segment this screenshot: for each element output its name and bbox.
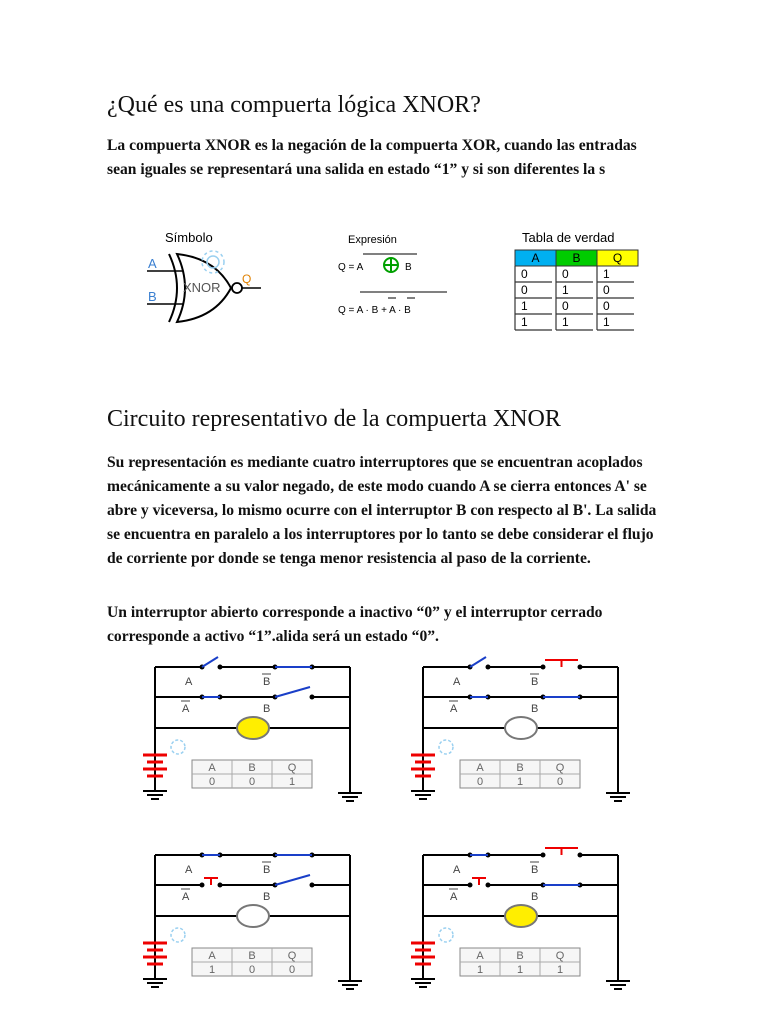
truth-table — [512, 226, 642, 338]
lamp — [505, 717, 537, 739]
xnor-symbol — [145, 226, 270, 326]
lamp — [237, 717, 269, 739]
tt-cell: 0 — [521, 267, 528, 281]
mini-table-header: Q — [555, 950, 565, 962]
mini-table-header: A — [208, 950, 216, 962]
tt-cell: 0 — [603, 299, 610, 313]
mini-table-header: B — [248, 950, 256, 962]
tt-cell: 1 — [521, 299, 528, 313]
lamp — [237, 905, 269, 927]
tt-header-b: B — [572, 251, 581, 265]
circuit-2 — [408, 655, 638, 810]
symbol-gate-label: XNOR — [183, 280, 221, 295]
label-an: A — [182, 703, 190, 715]
snowflake-icon — [439, 928, 453, 942]
paragraph-circuit: Su representación es mediante cuatro interruptores que se encuentran acoplados mecánicamente a su valor negado, de este modo cuando A se cierra entonces A' se abre y viceversa, lo mismo ocurre con el interruptor B con respecto al B'. La salida se encuentra en paralelo a los interruptores por lo tanto se debe considerar el flujo de corriente por donde se tenga menor resistencia al paso de la corriente. — [107, 454, 657, 567]
circuit-1 — [140, 655, 370, 810]
symbol-input-b: B — [148, 289, 157, 304]
mini-table-header: B — [516, 950, 524, 962]
xnor-expression — [335, 228, 455, 324]
expression-line1-left: Q = A — [338, 262, 364, 273]
symbol-output-q: Q — [242, 272, 252, 286]
symbol-input-a: A — [148, 256, 157, 271]
mini-table-value: 1 — [556, 964, 564, 976]
label-a: A — [453, 864, 461, 876]
expression-line2: Q = A · B + A · B — [338, 305, 411, 316]
paragraph-switch-states: Un interruptor abierto corresponde a inactivo “0” y el interruptor cerrado corresponde a activo “1”.alida será un estado “0”. — [107, 604, 603, 645]
label-bn: B — [263, 864, 271, 876]
heading-circuit: Circuito representativo de la compuerta XNOR — [107, 406, 561, 432]
label-a: A — [185, 676, 193, 688]
mini-table-header: A — [208, 762, 216, 774]
mini-table-value: 1 — [516, 964, 524, 976]
expression-line1-right: B — [405, 262, 412, 273]
circuit-3 — [140, 843, 370, 998]
mini-table-value: 1 — [476, 964, 484, 976]
label-an: A — [450, 703, 458, 715]
circuit-4 — [408, 843, 638, 998]
tt-cell: 1 — [562, 315, 569, 329]
label-an: A — [182, 891, 190, 903]
label-b: B — [263, 891, 271, 903]
label-a: A — [185, 864, 193, 876]
tt-cell: 1 — [521, 315, 528, 329]
heading-xnor: ¿Qué es una compuerta lógica XNOR? — [107, 92, 481, 118]
lamp — [505, 905, 537, 927]
mini-table-header: Q — [287, 950, 297, 962]
label-b: B — [531, 703, 539, 715]
tt-cell: 0 — [562, 299, 569, 313]
paragraph-intro: La compuerta XNOR es la negación de la compuerta XOR, cuando las entradas sean iguales se representará una salida en estado “1” y si son diferentes la s — [107, 137, 637, 178]
truth-table-title: Tabla de verdad — [522, 230, 615, 245]
snowflake-icon — [171, 740, 185, 754]
mini-table-header: Q — [287, 762, 297, 774]
tt-cell: 1 — [603, 267, 610, 281]
mini-table-header: Q — [555, 762, 565, 774]
mini-table-header: A — [476, 762, 484, 774]
mini-table-value: 1 — [208, 964, 216, 976]
mini-table-value: 0 — [288, 964, 296, 976]
label-bn: B — [263, 676, 271, 688]
mini-table-value: 0 — [476, 776, 484, 788]
tt-cell: 0 — [603, 283, 610, 297]
tt-cell: 0 — [562, 267, 569, 281]
mini-table-value: 0 — [248, 964, 256, 976]
symbol-title: Símbolo — [165, 230, 213, 245]
tt-cell: 1 — [603, 315, 610, 329]
label-an: A — [450, 891, 458, 903]
snowflake-icon — [439, 740, 453, 754]
tt-header-q: Q — [612, 251, 623, 265]
mini-table-value: 1 — [288, 776, 296, 788]
mini-table-header: B — [516, 762, 524, 774]
label-b: B — [263, 703, 271, 715]
mini-table-value: 0 — [208, 776, 216, 788]
label-bn: B — [531, 864, 539, 876]
label-bn: B — [531, 676, 539, 688]
tt-cell: 0 — [521, 283, 528, 297]
tt-cell: 1 — [562, 283, 569, 297]
mini-table-value: 0 — [248, 776, 256, 788]
expression-title: Expresión — [348, 234, 397, 246]
snowflake-icon — [171, 928, 185, 942]
label-b: B — [531, 891, 539, 903]
mini-table-value: 0 — [556, 776, 564, 788]
tt-header-a: A — [531, 251, 540, 265]
mini-table-header: B — [248, 762, 256, 774]
mini-table-header: A — [476, 950, 484, 962]
label-a: A — [453, 676, 461, 688]
mini-table-value: 1 — [516, 776, 524, 788]
